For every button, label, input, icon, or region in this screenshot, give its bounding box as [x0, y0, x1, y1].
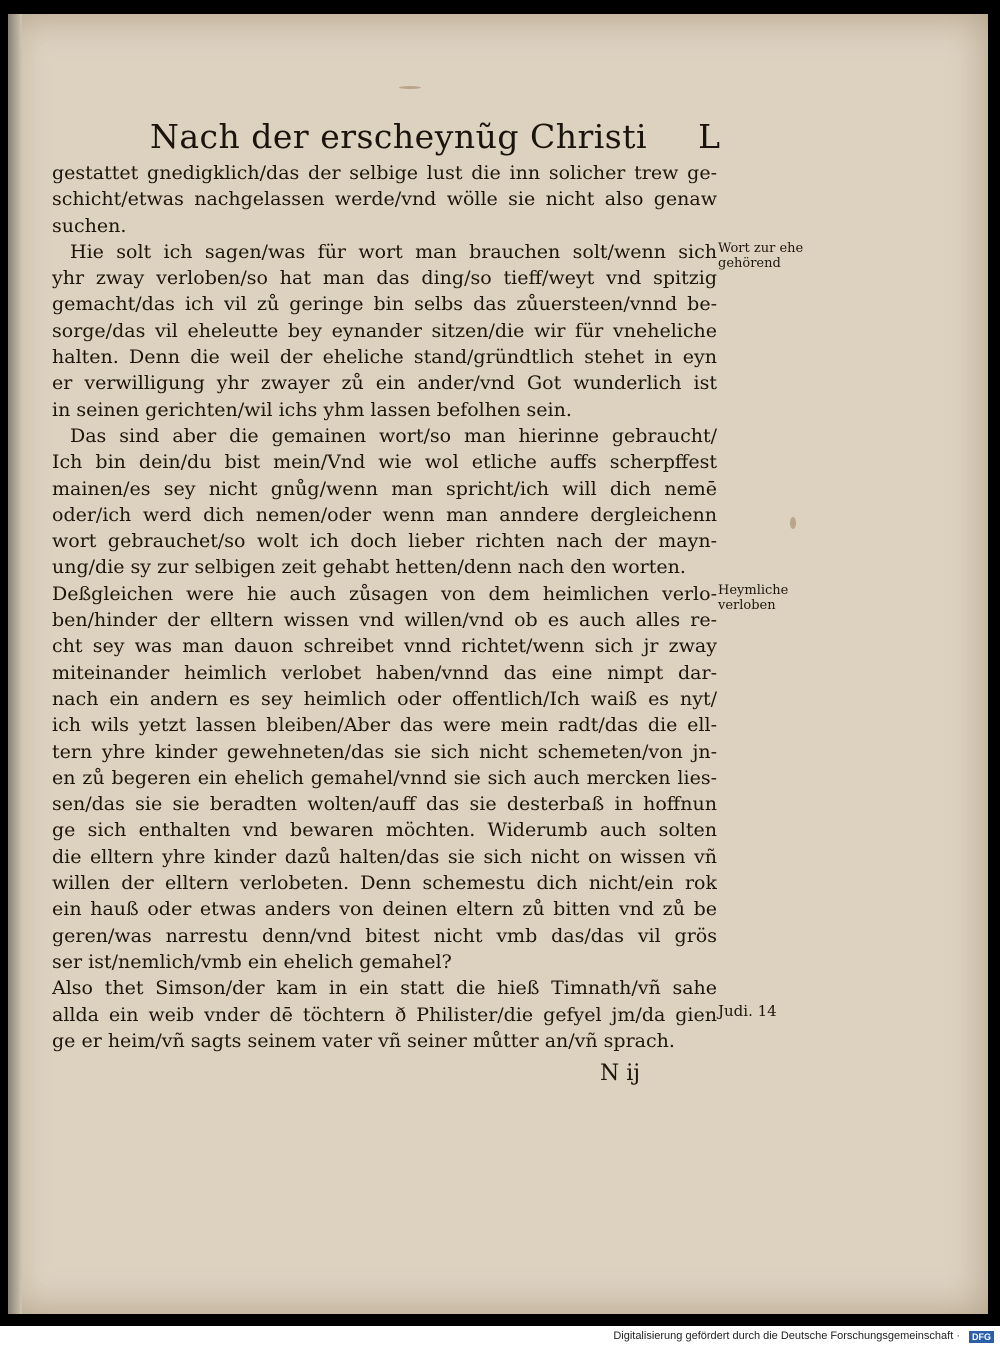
text-line: halten. Denn die weil der eheliche stand/gründtlich stehet in eyn: [52, 346, 717, 369]
text-line: ein hauß oder etwas anders von deinen eltern zů bitten vnd zů be: [52, 898, 717, 921]
text-line: die elltern yhre kinder dazů halten/das sie sich nicht on wissen vñ: [52, 845, 717, 868]
text-line: gestattet gnedigklich/das der selbige lust die inn solicher trew ge-: [52, 162, 717, 184]
running-title: Nach der erscheynũg Christi: [150, 117, 648, 156]
margin-note: Judi. 14: [718, 1002, 777, 1020]
text-line: Ich bin dein/du bist mein/Vnd wie wol etliche auffs scherpffest: [52, 451, 717, 474]
stain-mark: [790, 517, 796, 529]
main-text-block: [52, 160, 717, 1054]
text-line: Also thet Simson/der kam in ein statt die hieß Timnath/vñ sahe: [52, 977, 717, 1000]
text-line: en zů begeren ein ehelich gemahel/vnnd sie sich auch mercken lies-: [52, 766, 717, 789]
folio-number: L: [698, 117, 720, 156]
text-line: schicht/etwas nachgelassen werde/vnd wölle sie nicht also genaw: [52, 188, 717, 211]
text-line: ung/die sy zur selbigen zeit gehabt hetten/denn nach den worten.: [52, 556, 686, 579]
text-line: wort gebrauchet/so wolt ich doch lieber richten nach der mayn-: [52, 530, 717, 553]
signature-mark: N ij: [600, 1061, 641, 1086]
text-line: yhr zway verloben/so hat man das ding/so tieff/weyt vnd spitzig: [52, 267, 717, 290]
text-line: Deßgleichen were hie auch zůsagen von dem heimlichen verlo-: [52, 582, 717, 605]
text-line: in seinen gerichten/wil ichs yhm lassen befolhen sein.: [52, 398, 572, 421]
text-line: willen der elltern verlobeten. Denn schemestu dich nicht/ein rok: [52, 872, 717, 895]
text-line: ben/hinder der elltern wissen vnd willen/vnd ob es auch alles re-: [52, 609, 717, 632]
text-line: nach ein andern es sey heimlich oder offentlich/Ich waiß es nyt/: [52, 687, 717, 710]
text-line: ich wils yetzt lassen bleiben/Aber das were mein radt/das die ell-: [52, 714, 717, 737]
text-line: geren/was narrestu denn/vnd bitest nicht vmb das/das vil grös: [52, 924, 717, 947]
text-line: oder/ich werd dich nemen/oder wenn man anndere dergleichenn: [52, 503, 717, 526]
text-line: miteinander heimlich verlobet haben/vnnd das eine nimpt dar-: [52, 661, 717, 684]
text-line: ge sich enthalten vnd bewaren möchten. Widerumb auch solten: [52, 819, 717, 842]
text-line: cht sey was man dauon schreibet vnnd richtet/wenn sich jr zway: [52, 635, 717, 658]
footer-bar: [0, 1326, 1000, 1349]
text-line: sen/das sie sie beradten wolten/auff das sie desterbaß in hoffnun: [52, 793, 717, 816]
dfg-logo: DFG: [969, 1331, 994, 1343]
funding-credit: Digitalisierung gefördert durch die Deutsche Forschungsgemeinschaft ·: [613, 1330, 960, 1342]
text-line: sorge/das vil eheleutte bey eynander sitzen/die wir für vneheliche: [52, 319, 717, 342]
text-line: er verwilligung yhr zwayer zů ein ander/vnd Got wunderlich ist: [52, 372, 717, 395]
margin-note: Wort zur ehe gehörend: [718, 241, 804, 271]
text-line: tern yhre kinder gewehneten/das sie sich nicht schemeten/von jn-: [52, 740, 717, 763]
text-line: mainen/es sey nicht gnůg/wenn man spricht/ich will dich nemē: [52, 477, 717, 500]
text-line: suchen.: [52, 214, 127, 237]
margin-note: Heymliche verloben: [718, 583, 789, 613]
text-line: Das sind aber die gemainen wort/so man hierinne gebraucht/: [70, 424, 717, 447]
stain-mark: [399, 86, 421, 89]
text-line: gemacht/das ich vil zů geringe bin selbs das zůuersteen/vnnd be-: [52, 293, 717, 316]
text-line: ge er heim/vñ sagts seinem vater vñ seiner můtter an/vñ sprach.: [52, 1029, 675, 1052]
text-line: allda ein weib vnder dē töchtern ð Philister/die gefyel jm/da gien: [52, 1003, 717, 1026]
text-line: ser ist/nemlich/vmb ein ehelich gemahel?: [52, 950, 452, 973]
text-line: Hie solt ich sagen/was für wort man brauchen solt/wenn sich: [70, 240, 717, 263]
